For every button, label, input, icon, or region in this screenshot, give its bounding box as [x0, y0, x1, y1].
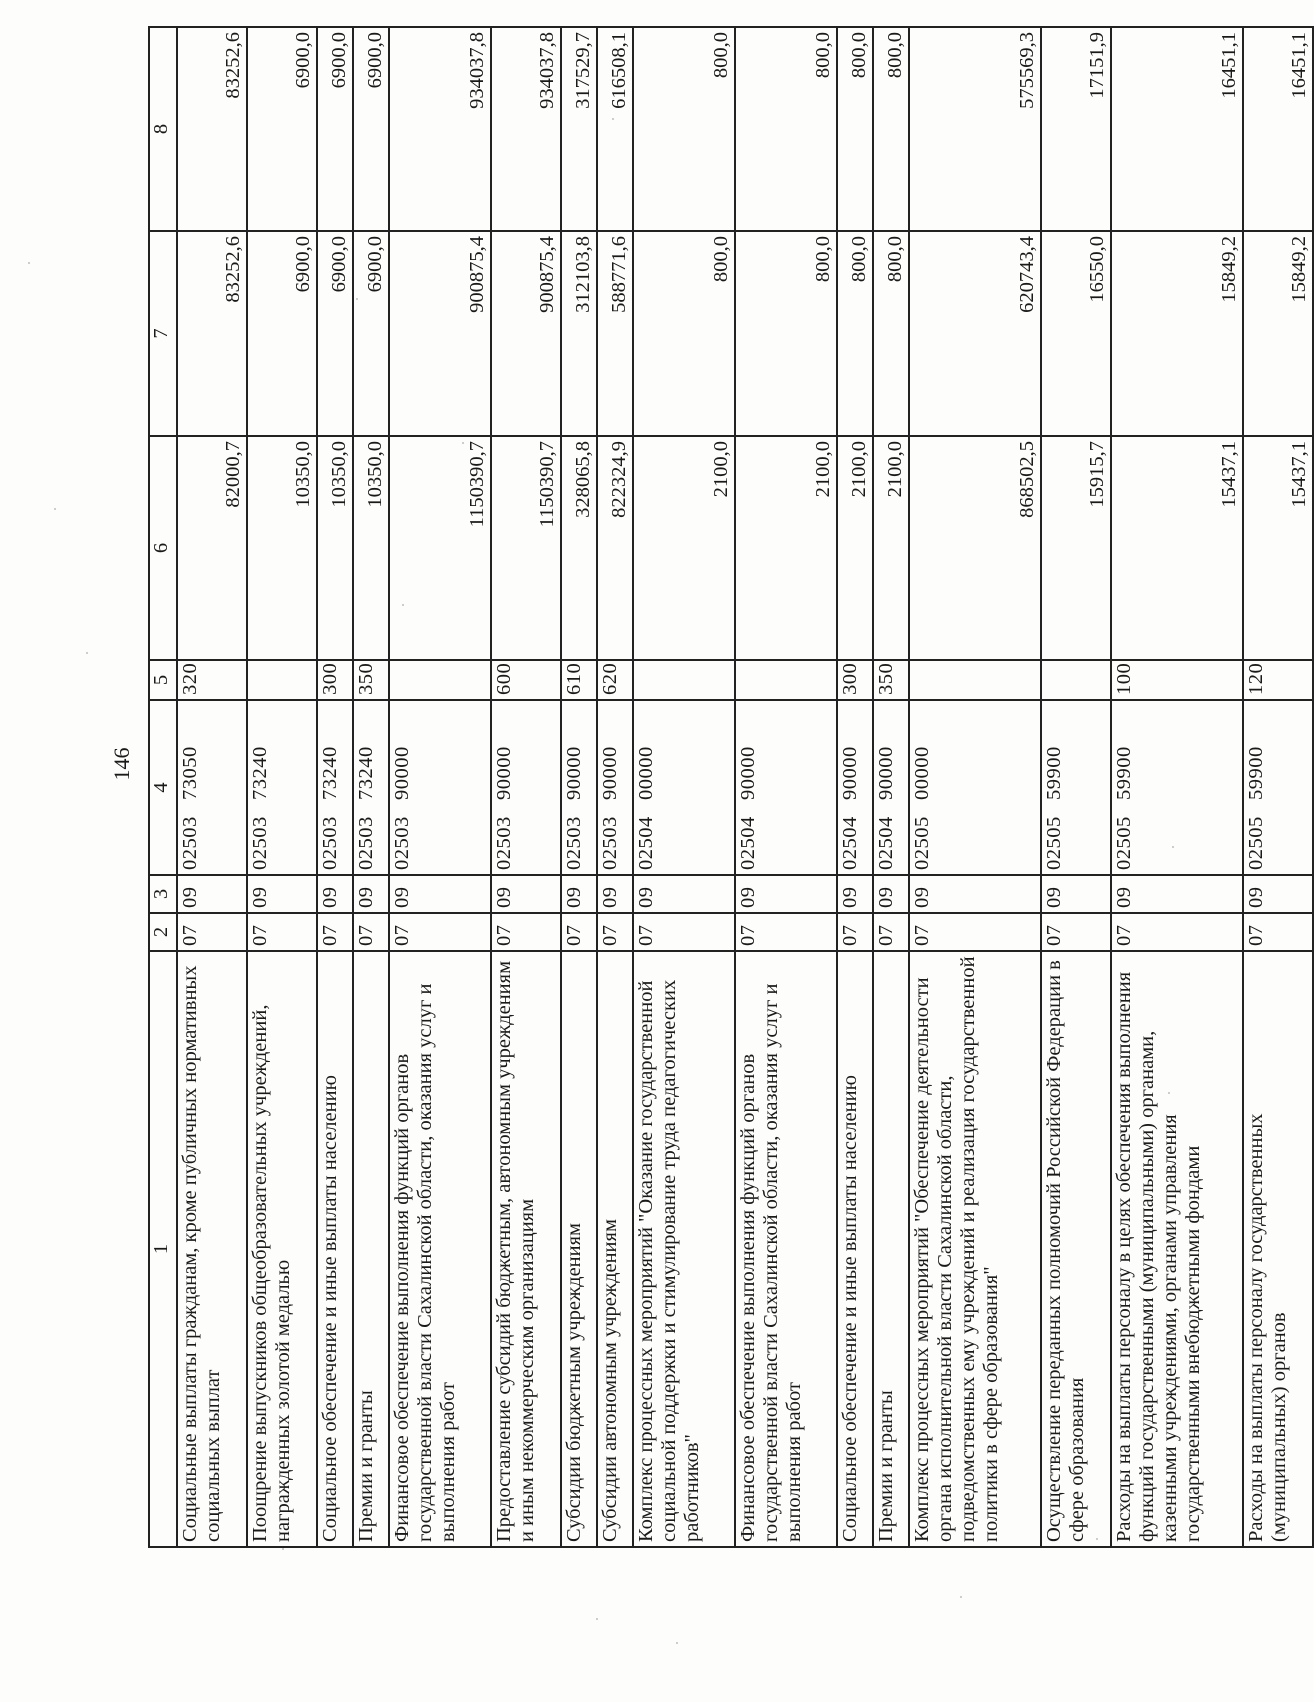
expense-type-cell: 300 [837, 660, 873, 700]
subsection-code-cell: 09 [837, 875, 873, 913]
section-code-cell: 07 [177, 913, 247, 951]
amount-year-3-cell: 16451,1 [1111, 27, 1243, 231]
target-article-direction: 90000 [875, 746, 897, 800]
target-article-direction: 59900 [1245, 746, 1267, 800]
subsection-code-cell: 09 [597, 875, 633, 913]
amount-year-1-cell: 868502,5 [909, 436, 1041, 660]
target-article-program: 02505 [911, 816, 933, 870]
amount-year-2-cell: 6900,0 [247, 231, 317, 436]
expense-name-cell: Премии и гранты [353, 951, 389, 1547]
table-row [491, 27, 561, 1547]
expense-name-cell: Осуществление переданных полномочий Российской Федерации в сфере образования [1041, 951, 1111, 1547]
expense-type-cell [633, 660, 735, 700]
target-article-direction: 73240 [249, 746, 271, 800]
target-article-direction: 00000 [635, 746, 657, 800]
section-code-cell: 07 [317, 913, 353, 951]
section-code-cell: 07 [561, 913, 597, 951]
table-row [837, 27, 873, 1547]
amount-year-2-cell: 900875,4 [491, 231, 561, 436]
amount-year-3-cell: 317529,7 [561, 27, 597, 231]
target-article-program: 02503 [599, 816, 621, 870]
target-article-program: 02503 [319, 816, 341, 870]
expense-name-cell: Социальное обеспечение и иные выплаты населению [837, 951, 873, 1547]
amount-year-1-cell: 10350,0 [247, 436, 317, 660]
amount-year-3-cell: 17151,9 [1041, 27, 1111, 231]
target-article-cell [353, 700, 389, 875]
amount-year-1-cell: 15915,7 [1041, 436, 1111, 660]
amount-year-1-cell: 2100,0 [633, 436, 735, 660]
header-cell-1: 1 [149, 951, 177, 1547]
amount-year-3-cell: 934037,8 [389, 27, 491, 231]
header-cell-2: 2 [149, 913, 177, 951]
amount-year-2-cell: 800,0 [873, 231, 909, 436]
section-code-cell: 07 [597, 913, 633, 951]
target-article-program: 02503 [493, 816, 515, 870]
expense-name-cell: Субсидии автономным учреждениям [597, 951, 633, 1547]
target-article-program: 02505 [1113, 816, 1135, 870]
section-code-cell: 07 [909, 913, 1041, 951]
target-article-direction: 59900 [1043, 746, 1065, 800]
target-article-cell [873, 700, 909, 875]
target-article-direction: 73240 [355, 746, 377, 800]
target-article-cell [491, 700, 561, 875]
expense-name-cell: Предоставление субсидий бюджетным, автономным учреждениям и иным некоммерческим организациям [491, 951, 561, 1547]
target-article-direction: 90000 [737, 746, 759, 800]
target-article-cell [1243, 700, 1313, 875]
subsection-code-cell: 09 [389, 875, 491, 913]
expense-type-cell: 610 [561, 660, 597, 700]
target-article-cell [597, 700, 633, 875]
target-article-direction: 90000 [839, 746, 861, 800]
target-article-cell [561, 700, 597, 875]
expense-name-cell: Финансовое обеспечение выполнения функций органов государственной власти Сахалинской области, оказания услуг и выполнения работ [735, 951, 837, 1547]
table-row [247, 27, 317, 1547]
target-article-program: 02503 [563, 816, 585, 870]
target-article-direction: 59900 [1113, 746, 1135, 800]
expense-name-cell: Поощрение выпускников общеобразовательных учреждений, награжденных золотой медалью [247, 951, 317, 1547]
amount-year-3-cell: 616508,1 [597, 27, 633, 231]
section-code-cell: 07 [491, 913, 561, 951]
expense-name-cell: Премии и гранты [873, 951, 909, 1547]
amount-year-2-cell: 800,0 [633, 231, 735, 436]
target-article-program: 02504 [635, 816, 657, 870]
expense-type-cell: 350 [873, 660, 909, 700]
subsection-code-cell: 09 [633, 875, 735, 913]
amount-year-1-cell: 2100,0 [873, 436, 909, 660]
expense-type-cell [247, 660, 317, 700]
amount-year-3-cell: 934037,8 [491, 27, 561, 231]
budget-table [148, 26, 1314, 1548]
section-code-cell: 07 [633, 913, 735, 951]
table-row [909, 27, 1041, 1547]
expense-type-cell: 600 [491, 660, 561, 700]
page-number: 146 [109, 747, 134, 781]
expense-type-cell: 120 [1243, 660, 1313, 700]
amount-year-2-cell: 800,0 [837, 231, 873, 436]
header-cell-4: 4 [149, 700, 177, 875]
header-cell-6: 6 [149, 436, 177, 660]
amount-year-3-cell: 800,0 [633, 27, 735, 231]
target-article-program: 02504 [839, 816, 861, 870]
expense-name-cell: Расходы на выплаты персоналу государственных (муниципальных) органов [1243, 951, 1313, 1547]
section-code-cell: 07 [1111, 913, 1243, 951]
subsection-code-cell: 09 [1243, 875, 1313, 913]
target-article-cell [1041, 700, 1111, 875]
table-row [317, 27, 353, 1547]
amount-year-1-cell: 822324,9 [597, 436, 633, 660]
subsection-code-cell: 09 [491, 875, 561, 913]
expense-type-cell: 320 [177, 660, 247, 700]
subsection-code-cell: 09 [735, 875, 837, 913]
amount-year-1-cell: 10350,0 [317, 436, 353, 660]
amount-year-1-cell: 1150390,7 [389, 436, 491, 660]
subsection-code-cell: 09 [1041, 875, 1111, 913]
target-article-cell [247, 700, 317, 875]
target-article-program: 02503 [391, 816, 413, 870]
expense-name-cell: Социальные выплаты гражданам, кроме публичных нормативных социальных выплат [177, 951, 247, 1547]
expense-type-cell [1041, 660, 1111, 700]
amount-year-3-cell: 800,0 [837, 27, 873, 231]
amount-year-2-cell: 6900,0 [353, 231, 389, 436]
header-cell-8: 8 [149, 27, 177, 231]
amount-year-1-cell: 15437,1 [1111, 436, 1243, 660]
subsection-code-cell: 09 [317, 875, 353, 913]
expense-type-cell: 350 [353, 660, 389, 700]
target-article-program: 02503 [355, 816, 377, 870]
section-code-cell: 07 [837, 913, 873, 951]
expense-type-cell [909, 660, 1041, 700]
amount-year-2-cell: 588771,6 [597, 231, 633, 436]
amount-year-1-cell: 1150390,7 [491, 436, 561, 660]
section-code-cell: 07 [873, 913, 909, 951]
amount-year-2-cell: 620743,4 [909, 231, 1041, 436]
target-article-direction: 90000 [391, 746, 413, 800]
expense-name-cell: Комплекс процессных мероприятий "Оказание государственной социальной поддержки и стимулирование труда педагогических работников" [633, 951, 735, 1547]
target-article-program: 02503 [249, 816, 271, 870]
amount-year-1-cell: 2100,0 [837, 436, 873, 660]
expense-name-cell: Расходы на выплаты персоналу в целях обеспечения выполнения функций государственными (муниципальными) органами, казенными учреждениями, органами управления государственными внебюджетными фондами [1111, 951, 1243, 1547]
target-article-program: 02504 [875, 816, 897, 870]
target-article-cell [177, 700, 247, 875]
target-article-program: 02504 [737, 816, 759, 870]
rotated-page-content [148, 28, 1310, 1548]
header-cell-5: 5 [149, 660, 177, 700]
expense-type-cell [389, 660, 491, 700]
table-row [1041, 27, 1111, 1547]
amount-year-2-cell: 900875,4 [389, 231, 491, 436]
amount-year-2-cell: 6900,0 [317, 231, 353, 436]
amount-year-3-cell: 800,0 [735, 27, 837, 231]
target-article-direction: 90000 [493, 746, 515, 800]
header-cell-3: 3 [149, 875, 177, 913]
amount-year-1-cell: 15437,1 [1243, 436, 1313, 660]
expense-type-cell: 620 [597, 660, 633, 700]
amount-year-3-cell: 16451,1 [1243, 27, 1313, 231]
table-row [177, 27, 247, 1547]
target-article-program: 02505 [1245, 816, 1267, 870]
target-article-direction: 00000 [911, 746, 933, 800]
subsection-code-cell: 09 [353, 875, 389, 913]
target-article-cell [389, 700, 491, 875]
section-code-cell: 07 [1041, 913, 1111, 951]
target-article-direction: 73050 [179, 746, 201, 800]
amount-year-2-cell: 16550,0 [1041, 231, 1111, 436]
table-row [1111, 27, 1243, 1547]
target-article-direction: 73240 [319, 746, 341, 800]
subsection-code-cell: 09 [873, 875, 909, 913]
table-row [735, 27, 837, 1547]
subsection-code-cell: 09 [561, 875, 597, 913]
target-article-cell [837, 700, 873, 875]
target-article-cell [1111, 700, 1243, 875]
header-row [149, 27, 177, 1547]
expense-name-cell: Социальное обеспечение и иные выплаты населению [317, 951, 353, 1547]
subsection-code-cell: 09 [247, 875, 317, 913]
expense-name-cell: Финансовое обеспечение выполнения функций органов государственной власти Сахалинской области, оказания услуг и выполнения работ [389, 951, 491, 1547]
target-article-program: 02503 [179, 816, 201, 870]
amount-year-1-cell: 82000,7 [177, 436, 247, 660]
subsection-code-cell: 09 [1111, 875, 1243, 913]
table-row [389, 27, 491, 1547]
target-article-cell [735, 700, 837, 875]
amount-year-2-cell: 800,0 [735, 231, 837, 436]
expense-type-cell: 100 [1111, 660, 1243, 700]
section-code-cell: 07 [247, 913, 317, 951]
section-code-cell: 07 [735, 913, 837, 951]
expense-name-cell: Комплекс процессных мероприятий "Обеспечение деятельности органа исполнительной власти Сахалинской области, подведомственных ему учреждений и реализация государственной политики в сфере образования" [909, 951, 1041, 1547]
target-article-direction: 90000 [563, 746, 585, 800]
section-code-cell: 07 [353, 913, 389, 951]
expense-type-cell [735, 660, 837, 700]
amount-year-1-cell: 2100,0 [735, 436, 837, 660]
amount-year-2-cell: 15849,2 [1111, 231, 1243, 436]
target-article-direction: 90000 [599, 746, 621, 800]
amount-year-2-cell: 312103,8 [561, 231, 597, 436]
table-row [873, 27, 909, 1547]
header-cell-7: 7 [149, 231, 177, 436]
table-row [561, 27, 597, 1547]
amount-year-3-cell: 800,0 [873, 27, 909, 231]
expense-type-cell: 300 [317, 660, 353, 700]
amount-year-3-cell: 83252,6 [177, 27, 247, 231]
target-article-cell [317, 700, 353, 875]
table-row [353, 27, 389, 1547]
target-article-program: 02505 [1043, 816, 1065, 870]
target-article-cell [633, 700, 735, 875]
amount-year-1-cell: 328065,8 [561, 436, 597, 660]
section-code-cell: 07 [1243, 913, 1313, 951]
expense-name-cell: Субсидии бюджетным учреждениям [561, 951, 597, 1547]
target-article-cell [909, 700, 1041, 875]
table-row [597, 27, 633, 1547]
amount-year-2-cell: 15849,2 [1243, 231, 1313, 436]
amount-year-3-cell: 6900,0 [317, 27, 353, 231]
amount-year-3-cell: 6900,0 [247, 27, 317, 231]
table-row [633, 27, 735, 1547]
subsection-code-cell: 09 [909, 875, 1041, 913]
amount-year-2-cell: 83252,6 [177, 231, 247, 436]
subsection-code-cell: 09 [177, 875, 247, 913]
amount-year-3-cell: 575569,3 [909, 27, 1041, 231]
section-code-cell: 07 [389, 913, 491, 951]
amount-year-1-cell: 10350,0 [353, 436, 389, 660]
table-row [1243, 27, 1313, 1547]
amount-year-3-cell: 6900,0 [353, 27, 389, 231]
